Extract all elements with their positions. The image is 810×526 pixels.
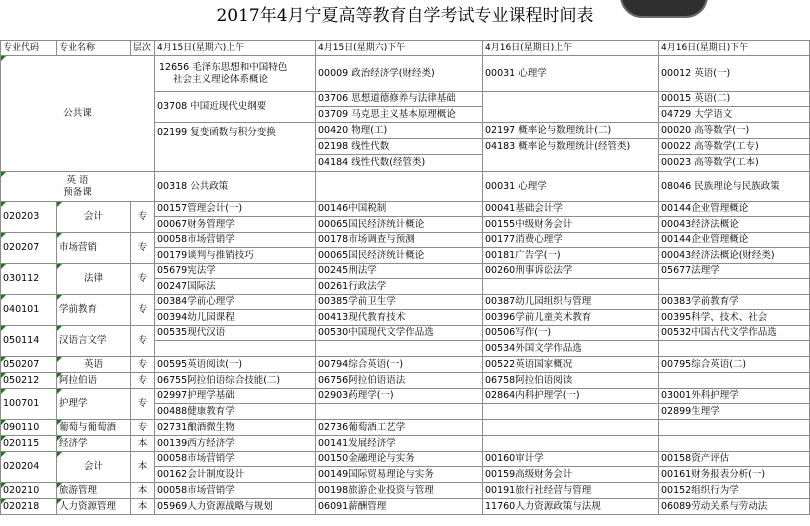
course-entry: 00794综合英语(一) (318, 359, 404, 370)
course-slot-4 (659, 452, 810, 483)
english-prep-slot3: 00031 心理学 (483, 172, 659, 202)
major-code: 050114 (1, 326, 57, 357)
table-row (1, 420, 810, 436)
public-r1-slot1-a: 12656 毛泽东思想和中国特色 (159, 61, 288, 73)
course-entry: 00058市场营销学 (157, 234, 235, 245)
course-slot-4 (659, 326, 810, 357)
public-r3-slot3-b: 04183 概率论与数理统计(经管类) (483, 138, 658, 154)
course-entry: 05679宪法学 (157, 265, 216, 276)
table-row (1, 373, 810, 389)
public-r3-slot4-b: 00022 高等数学(工专) (659, 138, 809, 154)
major-level: 本 (131, 452, 155, 483)
course-entry: 00260刑事诉讼法学 (485, 265, 573, 276)
public-r1-slot1 (155, 56, 316, 92)
course-entry (659, 373, 809, 388)
header-name: 专业名称 (57, 41, 131, 56)
course-entry (316, 403, 482, 419)
course-entry: 00041基础会计学 (485, 203, 563, 214)
major-level: 专 (131, 389, 155, 420)
public-r2-slot2 (316, 92, 483, 123)
course-slot-3 (483, 420, 659, 436)
table-row (1, 357, 810, 373)
public-r2-slot4-b: 04729 大学语文 (659, 106, 809, 122)
course-slot-1 (155, 436, 316, 452)
course-entry: 06756阿拉伯语语法 (318, 375, 406, 386)
major-code: 050207 (1, 357, 57, 373)
major-code: 020115 (1, 436, 57, 452)
course-entry: 00144企业管理概论 (661, 203, 749, 214)
course-entry: 00067财务管理学 (155, 216, 315, 232)
course-entry: 00139西方经济学 (157, 438, 235, 449)
course-slot-1 (155, 326, 316, 357)
course-slot-4 (659, 483, 810, 499)
course-slot-1 (155, 420, 316, 436)
course-entry: 00198旅游企业投资与管理 (318, 485, 434, 496)
major-level: 本 (131, 436, 155, 452)
course-slot-2 (316, 357, 483, 373)
course-entry: 00058市场营销学 (157, 485, 235, 496)
public-r3-slot2-c: 04184 线性代数(经管类) (316, 154, 482, 171)
course-slot-2 (316, 452, 483, 483)
major-name: 英语 (57, 357, 131, 373)
table-row (1, 483, 810, 499)
course-slot-3 (483, 499, 659, 515)
course-slot-4 (659, 202, 810, 233)
course-entry: 00157管理会计(一) (157, 203, 243, 214)
course-entry: 06758阿拉伯语阅读 (485, 375, 573, 386)
public-r3-slot3 (483, 123, 659, 172)
major-name: 汉语言文学 (57, 326, 131, 357)
english-prep-label-b: 预备课 (63, 186, 92, 198)
course-entry: 00150金融理论与实务 (318, 453, 415, 464)
major-name: 经济学 (57, 436, 131, 452)
major-code: 030112 (1, 264, 57, 295)
table-row (1, 436, 810, 452)
major-level: 本 (131, 499, 155, 515)
course-entry: 00488健康教育学 (155, 403, 315, 419)
public-r3-slot4-c: 00023 高等数学(工本) (659, 154, 809, 171)
course-entry: 00413现代教育技术 (316, 309, 482, 325)
course-entry (659, 436, 809, 451)
public-r3-slot2-a: 00420 物理(工) (318, 125, 388, 136)
page-title: 2017年4月宁夏高等教育自学考试专业课程时间表 (216, 6, 594, 26)
course-entry: 00162会计制度设计 (155, 466, 315, 482)
course-entry: 00146中国税制 (318, 203, 387, 214)
course-slot-2 (316, 420, 483, 436)
course-slot-4 (659, 357, 810, 373)
major-name: 阿拉伯语 (57, 373, 131, 389)
major-level: 专 (131, 233, 155, 264)
major-name: 人力资源管理 (57, 499, 131, 515)
course-entry: 00065国民经济统计概论 (316, 216, 482, 232)
course-entry (483, 420, 658, 435)
course-slot-3 (483, 202, 659, 233)
public-r2-slot3 (483, 92, 659, 123)
course-slot-1 (155, 499, 316, 515)
course-entry (316, 340, 482, 356)
public-row-1 (1, 56, 810, 92)
public-r3-slot3-a: 02197 概率论与数理统计(二) (485, 125, 612, 136)
public-r3-slot2-b: 02198 线性代数 (316, 138, 482, 154)
course-entry: 00387幼儿园组织与管理 (485, 296, 592, 307)
floating-overlay-widget (620, 0, 708, 18)
course-entry: 06089劳动关系与劳动法 (661, 501, 768, 512)
course-entry: 00595英语阅读(一) (157, 359, 243, 370)
table-row (1, 389, 810, 420)
english-prep-slot4: 08046 民族理论与民族政策 (659, 172, 810, 202)
schedule-table (0, 40, 810, 515)
course-slot-1 (155, 452, 316, 483)
public-r3-slot1: 02199 复变函数与积分变换 (155, 123, 316, 172)
course-slot-2 (316, 233, 483, 264)
course-entry (483, 278, 658, 294)
course-entry: 06091薪酬管理 (318, 501, 387, 512)
course-entry: 02903药理学(一) (318, 390, 394, 401)
course-entry: 00535现代汉语 (157, 327, 226, 338)
course-entry: 02864内科护理学(一) (485, 390, 580, 401)
course-entry: 00149国际贸易理论与实务 (316, 466, 482, 482)
major-code: 090110 (1, 420, 57, 436)
course-slot-4 (659, 420, 810, 436)
course-entry (483, 436, 658, 451)
english-prep-label-a: 英 语 (66, 174, 89, 186)
course-entry: 00058市场营销学 (157, 453, 235, 464)
major-code: 020207 (1, 233, 57, 264)
course-entry: 00152组织行为学 (661, 485, 739, 496)
course-slot-2 (316, 295, 483, 326)
course-entry: 00384学前心理学 (157, 296, 235, 307)
course-entry: 00522英语国家概况 (485, 359, 573, 370)
major-name: 法律 (57, 264, 131, 295)
course-slot-3 (483, 233, 659, 264)
course-slot-3 (483, 326, 659, 357)
header-slot4: 4月16日(星期日)下午 (659, 41, 810, 56)
major-rows (1, 202, 810, 515)
major-level: 专 (131, 202, 155, 233)
table-row (1, 452, 810, 483)
course-slot-4 (659, 389, 810, 420)
public-r1-slot4: 00012 英语(一) (659, 56, 810, 92)
course-slot-2 (316, 373, 483, 389)
major-code: 020204 (1, 452, 57, 483)
public-r2-slot1: 03708 中国近现代史纲要 (155, 92, 316, 123)
public-r3-slot4-a: 00020 高等数学(一) (661, 125, 750, 136)
major-level: 专 (131, 420, 155, 436)
course-entry: 00179谈判与推销技巧 (155, 247, 315, 263)
course-entry: 00394幼儿园课程 (155, 309, 315, 325)
table-header-row (1, 41, 810, 56)
course-slot-3 (483, 264, 659, 295)
course-entry: 00795综合英语(二) (661, 359, 747, 370)
course-entry: 00065国民经济统计概论 (316, 247, 482, 263)
public-r1-slot1-b: 社会主义理论体系概论 (173, 73, 269, 85)
course-slot-3 (483, 389, 659, 420)
course-slot-3 (483, 357, 659, 373)
course-entry: 00177消费心理学 (485, 234, 563, 245)
table-row (1, 233, 810, 264)
header-slot1: 4月15日(星期六)上午 (155, 41, 316, 56)
major-level: 专 (131, 264, 155, 295)
course-slot-2 (316, 264, 483, 295)
course-entry: 00043经济法概论(财经类) (659, 247, 809, 263)
course-slot-3 (483, 436, 659, 452)
public-r1-slot2: 00009 政治经济学(财经类) (316, 56, 483, 92)
major-level: 专 (131, 295, 155, 326)
course-slot-4 (659, 373, 810, 389)
course-entry: 00532中国古代文学作品选 (661, 327, 777, 338)
course-entry: 00247国际法 (155, 278, 315, 294)
header-slot3: 4月16日(星期日)上午 (483, 41, 659, 56)
course-entry (659, 278, 809, 294)
header-slot2: 4月15日(星期六)下午 (316, 41, 483, 56)
public-r2-slot4 (659, 92, 810, 123)
course-slot-1 (155, 483, 316, 499)
course-entry: 02736葡萄酒工艺学 (318, 422, 406, 433)
course-entry: 00181广告学(一) (483, 247, 658, 263)
table-row (1, 202, 810, 233)
course-entry: 00395科学、技术、社会 (659, 309, 809, 325)
course-entry: 05969人力资源战略与规划 (157, 501, 273, 512)
header-level: 层次 (131, 41, 155, 56)
course-entry: 00383学前教育学 (661, 296, 739, 307)
course-entry (659, 420, 809, 435)
major-code: 020203 (1, 202, 57, 233)
english-prep-slot2 (316, 172, 483, 202)
course-slot-2 (316, 499, 483, 515)
major-name: 旅游管理 (57, 483, 131, 499)
english-prep-row (1, 172, 810, 202)
course-entry: 11760人力资源政策与法规 (485, 501, 601, 512)
course-entry (659, 340, 809, 356)
course-slot-1 (155, 295, 316, 326)
course-slot-1 (155, 264, 316, 295)
major-name: 护理学 (57, 389, 131, 420)
major-name: 会计 (57, 202, 131, 233)
english-prep-label (1, 172, 155, 202)
course-entry: 00161财务报表分析(一) (659, 466, 809, 482)
major-name: 葡萄与葡萄酒 (57, 420, 131, 436)
header-code: 专业代码 (1, 41, 57, 56)
major-code: 100701 (1, 389, 57, 420)
course-slot-4 (659, 233, 810, 264)
table-row (1, 264, 810, 295)
major-level: 专 (131, 373, 155, 389)
course-slot-1 (155, 373, 316, 389)
public-r2-slot2-b: 03709 马克思主义基本原理概论 (316, 106, 482, 122)
course-slot-2 (316, 202, 483, 233)
course-slot-4 (659, 295, 810, 326)
course-slot-2 (316, 326, 483, 357)
course-entry: 00141发展经济学 (318, 438, 396, 449)
public-r2-slot4-a: 00015 英语(二) (661, 93, 731, 104)
course-slot-2 (316, 389, 483, 420)
course-entry: 00261行政法学 (316, 278, 482, 294)
course-entry: 06755阿拉伯语综合技能(二) (157, 375, 281, 386)
course-entry: 00396学前儿童美术教育 (483, 309, 658, 325)
course-entry: 05677法理学 (661, 265, 720, 276)
course-entry: 00191旅行社经营与管理 (485, 485, 592, 496)
course-entry: 00043经济法概论 (659, 216, 809, 232)
course-slot-1 (155, 357, 316, 373)
course-entry: 00506写作(一) (485, 327, 552, 338)
course-entry: 00159高级财务会计 (483, 466, 658, 482)
major-level: 专 (131, 357, 155, 373)
course-entry: 00178市场调查与预测 (318, 234, 415, 245)
course-entry: 00158资产评估 (661, 453, 730, 464)
major-name: 学前教育 (57, 295, 131, 326)
public-r2-slot2-a: 03706 思想道德修养与法律基础 (318, 93, 456, 104)
table-row (1, 499, 810, 515)
public-r3-slot2 (316, 123, 483, 172)
course-slot-1 (155, 233, 316, 264)
course-slot-3 (483, 483, 659, 499)
course-entry: 02997护理学基础 (157, 390, 235, 401)
major-code: 050212 (1, 373, 57, 389)
major-code: 020210 (1, 483, 57, 499)
major-level: 本 (131, 483, 155, 499)
course-slot-4 (659, 499, 810, 515)
course-entry: 00144企业管理概论 (661, 234, 749, 245)
course-slot-3 (483, 295, 659, 326)
course-slot-3 (483, 452, 659, 483)
course-slot-1 (155, 389, 316, 420)
course-slot-4 (659, 436, 810, 452)
public-r3-slot4 (659, 123, 810, 172)
table-row (1, 295, 810, 326)
major-code: 020218 (1, 499, 57, 515)
public-r1-slot3: 00031 心理学 (483, 56, 659, 92)
course-entry: 00534外国文学作品选 (483, 340, 658, 356)
course-slot-2 (316, 436, 483, 452)
course-entry: 03001外科护理学 (661, 390, 739, 401)
course-entry (155, 340, 315, 356)
course-entry: 00155中级财务会计 (483, 216, 658, 232)
major-code: 040101 (1, 295, 57, 326)
public-course-label: 公共课 (1, 56, 155, 172)
major-name: 市场营销 (57, 233, 131, 264)
course-entry: 02899生理学 (659, 403, 809, 419)
major-name: 会计 (57, 452, 131, 483)
course-slot-1 (155, 202, 316, 233)
course-slot-4 (659, 264, 810, 295)
course-entry: 00530中国现代文学作品选 (318, 327, 434, 338)
course-entry: 00385学前卫生学 (318, 296, 396, 307)
course-entry (483, 403, 658, 419)
course-slot-3 (483, 373, 659, 389)
major-level: 专 (131, 326, 155, 357)
course-entry: 00160审计学 (485, 453, 544, 464)
course-slot-2 (316, 483, 483, 499)
course-entry: 02731酿酒微生物 (157, 422, 235, 433)
course-entry: 00245刑法学 (318, 265, 377, 276)
table-row (1, 326, 810, 357)
english-prep-slot1: 00318 公共政策 (155, 172, 316, 202)
